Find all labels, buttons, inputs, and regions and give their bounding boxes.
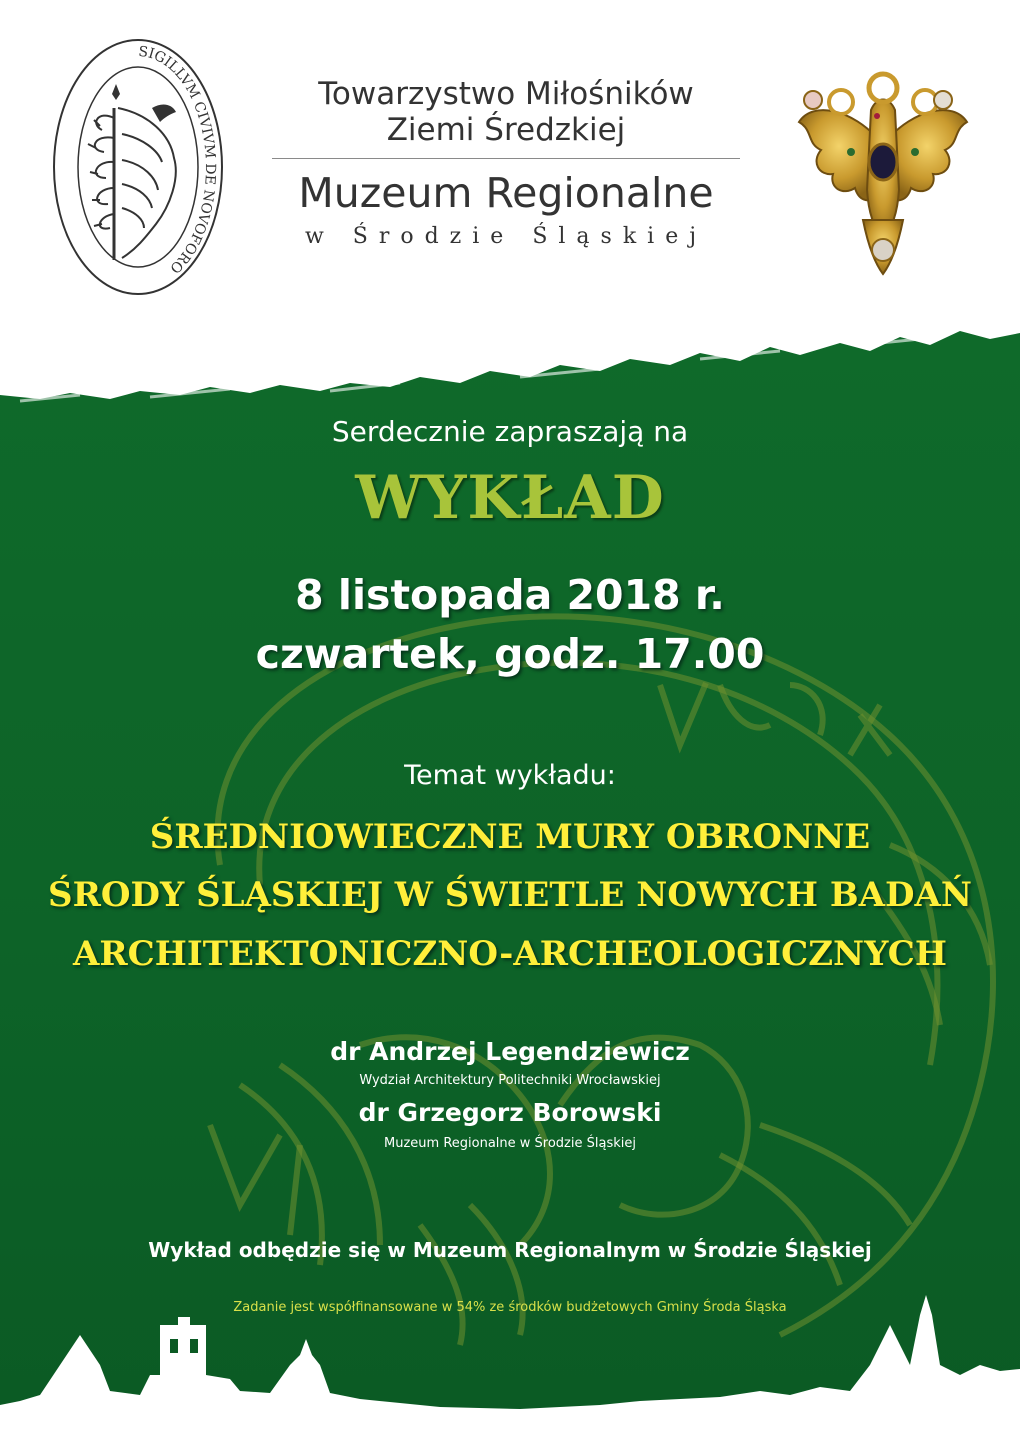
seal-inscription: SIGILLVM CIVIVM DE NOVOFORO	[137, 43, 218, 277]
city-seal-icon	[52, 38, 224, 296]
speaker-name: dr Andrzej Legendziewicz	[330, 1037, 690, 1066]
speaker-affiliation: Wydział Architektury Politechniki Wrocławskiej	[359, 1073, 661, 1088]
society-name-line2: Ziemi Średzkiej	[386, 112, 626, 148]
society-name-line1: Towarzystwo Miłośników	[318, 76, 694, 112]
torn-edge-decoration	[0, 325, 1020, 405]
organizers-block	[250, 76, 762, 253]
event-day-time: czwartek, godz. 17.00	[255, 630, 765, 678]
museum-name: Muzeum Regionalne	[298, 169, 714, 217]
main-panel	[0, 325, 1020, 1441]
header	[0, 0, 1020, 330]
topic-title-line2: ŚRODY ŚLĄSKIEJ W ŚWIETLE NOWYCH BADAŃ	[48, 875, 972, 915]
topic-title-line1: ŚREDNIOWIECZNE MURY OBRONNE	[149, 817, 871, 857]
invitation-text: Serdecznie zapraszają na	[331, 415, 689, 448]
event-date: 8 listopada 2018 r.	[295, 571, 725, 619]
speaker-affiliation: Muzeum Regionalne w Środzie Śląskiej	[384, 1136, 636, 1151]
divider	[272, 158, 740, 159]
speaker-name: dr Grzegorz Borowski	[358, 1098, 662, 1127]
event-type-heading: WYKŁAD	[355, 463, 665, 533]
eagle-brooch-icon	[793, 70, 973, 280]
topic-label: Temat wykładu:	[404, 760, 616, 791]
topic-title-line3: ARCHITEKTONICZNO-ARCHEOLOGICZNYCH	[73, 934, 947, 974]
town-skyline-silhouette	[0, 1295, 1020, 1441]
museum-location: w Środzie Śląskiej	[304, 224, 708, 249]
venue-text: Wykład odbędzie się w Muzeum Regionalnym w Środzie Śląskiej	[148, 1238, 872, 1262]
funding-note: Zadanie jest współfinansowane w 54% ze środków budżetowych Gminy Środa Śląska	[233, 1300, 787, 1315]
